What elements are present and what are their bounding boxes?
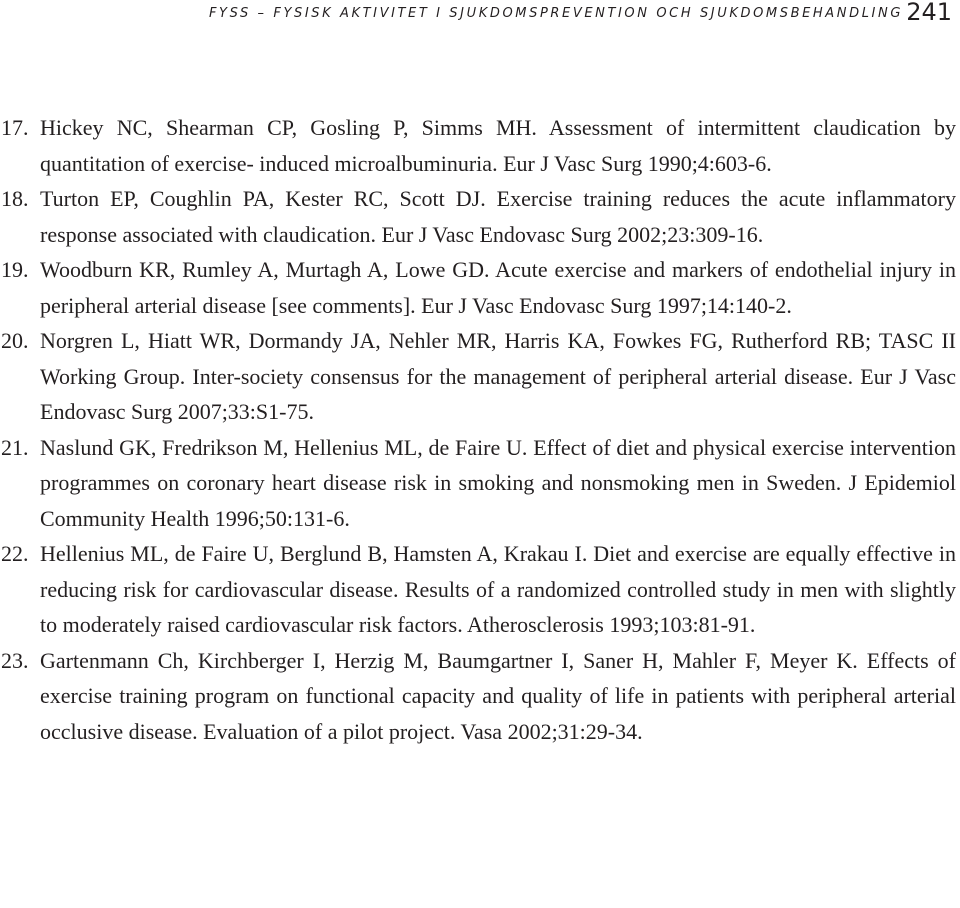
page-number: 241 — [906, 0, 952, 26]
reference-item — [0, 323, 956, 430]
reference-list — [0, 110, 956, 749]
reference-item — [0, 252, 956, 323]
running-header — [0, 0, 960, 34]
reference-text: Hickey NC, Shearman CP, Gosling P, Simms MH. Assessment of intermittent claudication by quantitation of exercise- induced microalbuminuria. Eur J Vasc Surg 1990;4:603-6. — [40, 115, 956, 176]
reference-text: Gartenmann Ch, Kirchberger I, Herzig M, Baumgartner I, Saner H, Mahler F, Meyer K. Effects of exercise training program on functional capacity and quality of life in patients with peripheral arterial occlusive disease. Evaluation of a pilot project. Vasa 2002;31:29-34. — [40, 647, 956, 744]
reference-text: Norgren L, Hiatt WR, Dormandy JA, Nehler MR, Harris KA, Fowkes FG, Rutherford RB; TASC II Working Group. Inter-society consensus for the management of peripheral arterial disease. Eur J Vasc Endovasc Surg 2007;33:S1-75. — [40, 328, 956, 424]
reference-item — [0, 643, 956, 750]
reference-text: Woodburn KR, Rumley A, Murtagh A, Lowe GD. Acute exercise and markers of endothelial injury in peripheral arterial disease [see comments]. Eur J Vasc Endovasc Surg 1997;14:140-2. — [40, 257, 956, 318]
reference-text: Turton EP, Coughlin PA, Kester RC, Scott DJ. Exercise training reduces the acute inflammatory response associated with claudication. Eur J Vasc Endovasc Surg 2002;23:309-16. — [40, 186, 956, 247]
reference-number: 23. — [1, 647, 29, 673]
running-title: FYSS – FYSISK AKTIVITET I SJUKDOMSPREVENTION OCH SJUKDOMSBEHANDLING — [208, 6, 903, 21]
reference-item — [0, 430, 956, 537]
reference-number: 22. — [1, 541, 29, 566]
reference-item — [0, 181, 956, 252]
reference-item — [0, 110, 956, 181]
reference-number: 21. — [1, 434, 29, 460]
reference-number: 18. — [1, 186, 29, 211]
reference-text: Hellenius ML, de Faire U, Berglund B, Hamsten A, Krakau I. Diet and exercise are equally effective in reducing risk for cardiovascular disease. Results of a randomized controlled study in men with slightly to moderately raised cardiovascular risk factors. Atherosclerosis 1993;103:81-91. — [40, 541, 956, 637]
reference-item — [0, 536, 956, 643]
reference-number: 17. — [1, 115, 29, 140]
reference-text: Naslund GK, Fredrikson M, Hellenius ML, de Faire U. Effect of diet and physical exercise intervention programmes on coronary heart disease risk in smoking and nonsmoking men in Sweden. J Epidemiol Community Health 1996;50:131-6. — [40, 434, 956, 531]
reference-number: 20. — [1, 328, 29, 353]
reference-number: 19. — [1, 257, 29, 282]
